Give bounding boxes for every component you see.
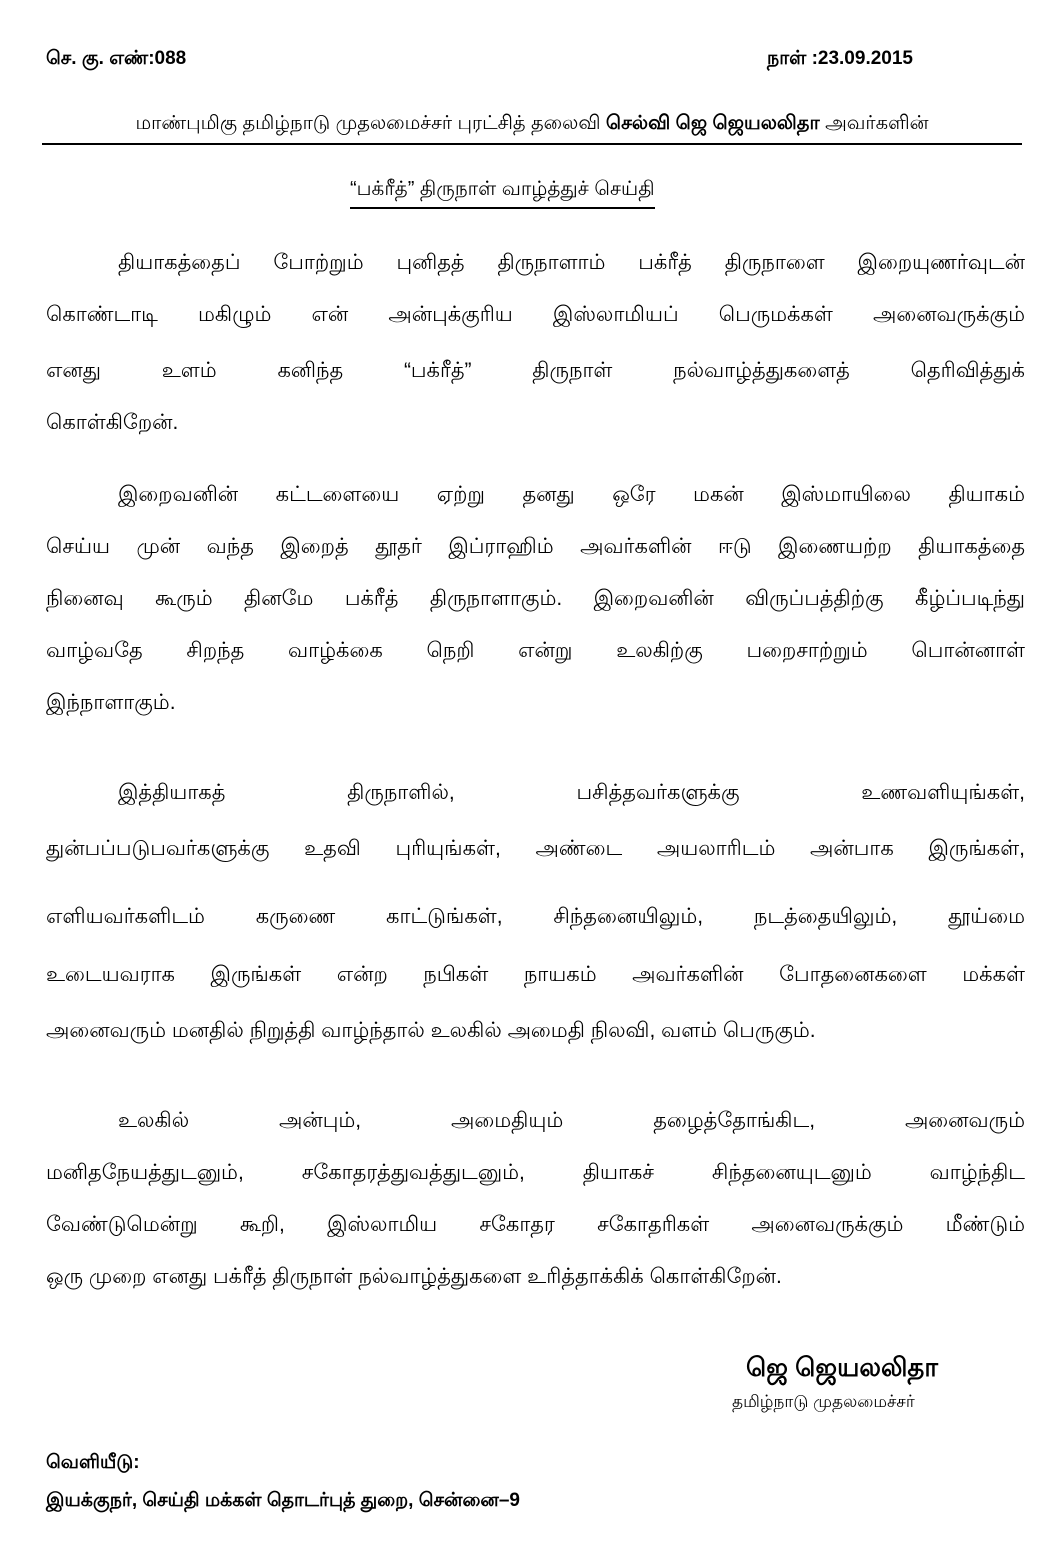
body-line: இந்நாளாகும். [46,691,176,714]
document-title [42,112,1022,145]
document-header [46,48,913,72]
reference-number: செ. கு. எண்:088 [46,48,187,69]
body-line: அனைவரும் மனதில் நிறுத்தி வாழ்ந்தால் உலகில் அமைதி நிலவி, வளம் பெருகும். [46,1019,816,1042]
body-line: இறைவனின் கட்டளையை ஏற்று தனது ஒரே மகன் இஸ்மாயிலை தியாகம் [118,483,1025,506]
body-line: தியாகத்தைப் போற்றும் புனிதத் திருநாளாம் பக்ரீத் திருநாளை இறையுணர்வுடன் [118,251,1025,274]
body-line: இத்தியாகத் திருநாளில், பசித்தவர்களுக்கு உணவளியுங்கள், [118,781,1025,804]
body-line: செய்ய முன் வந்த இறைத் தூதர் இப்ராஹிம் அவர்களின் ஈடு இணையற்ற தியாகத்தை [46,535,1025,558]
body-line: ஒரு முறை எனது பக்ரீத் திருநாள் நல்வாழ்த்துகளை உரித்தாக்கிக் கொள்கிறேன். [46,1265,782,1288]
signatory-designation: தமிழ்நாடு முதலமைச்சர் [732,1392,915,1411]
body-line: கொள்கிறேன். [46,411,179,434]
body-line: வேண்டுமென்று கூறி, இஸ்லாமிய சகோதர சகோதரிகள் அனைவருக்கும் மீண்டும் [46,1213,1025,1236]
release-issuer: இயக்குநர், செய்தி மக்கள் தொடர்புத் துறை, சென்னை–9 [46,1490,520,1511]
release-label: வெளியீடு: [46,1452,140,1473]
body-line: உலகில் அன்பும், அமைதியும் தழைத்தோங்கிட, அனைவரும் [118,1109,1025,1132]
title-name: செல்வி ஜெ ஜெயலலிதா [605,112,820,134]
body-line: கொண்டாடி மகிழும் என் அன்புக்குரிய இஸ்லாமியப் பெருமக்கள் அனைவருக்கும் [46,303,1025,326]
signatory-name: ஜெ ஜெயலலிதா [746,1352,938,1382]
body-line: வாழ்வதே சிறந்த வாழ்க்கை நெறி என்று உலகிற்கு பறைசாற்றும் பொன்னாள் [46,639,1025,662]
title-suffix: அவர்களின் [819,112,929,134]
body-line: எனது உளம் கனிந்த “பக்ரீத்” திருநாள் நல்வாழ்த்துகளைத் தெரிவித்துக் [46,359,1025,382]
body-line: நினைவு கூரும் தினமே பக்ரீத் திருநாளாகும். இறைவனின் விருப்பத்திற்கு கீழ்ப்படிந்து [46,587,1025,610]
document-subtitle: “பக்ரீத்” திருநாள் வாழ்த்துச் செய்தி [350,178,655,209]
document-date: நாள் :23.09.2015 [767,48,913,69]
title-prefix: மாண்புமிகு தமிழ்நாடு முதலமைச்சர் புரட்சித் தலைவி [135,112,606,134]
body-line: உடையவராக இருங்கள் என்ற நபிகள் நாயகம் அவர்களின் போதனைகளை மக்கள் [46,963,1025,986]
body-line: துன்பப்படுபவர்களுக்கு உதவி புரியுங்கள், அண்டை அயலாரிடம் அன்பாக இருங்கள், [46,837,1025,860]
body-line: எளியவர்களிடம் கருணை காட்டுங்கள், சிந்தனையிலும், நடத்தையிலும், தூய்மை [46,905,1025,928]
body-line: மனிதநேயத்துடனும், சகோதரத்துவத்துடனும், தியாகச் சிந்தனையுடனும் வாழ்ந்திட [46,1161,1025,1184]
